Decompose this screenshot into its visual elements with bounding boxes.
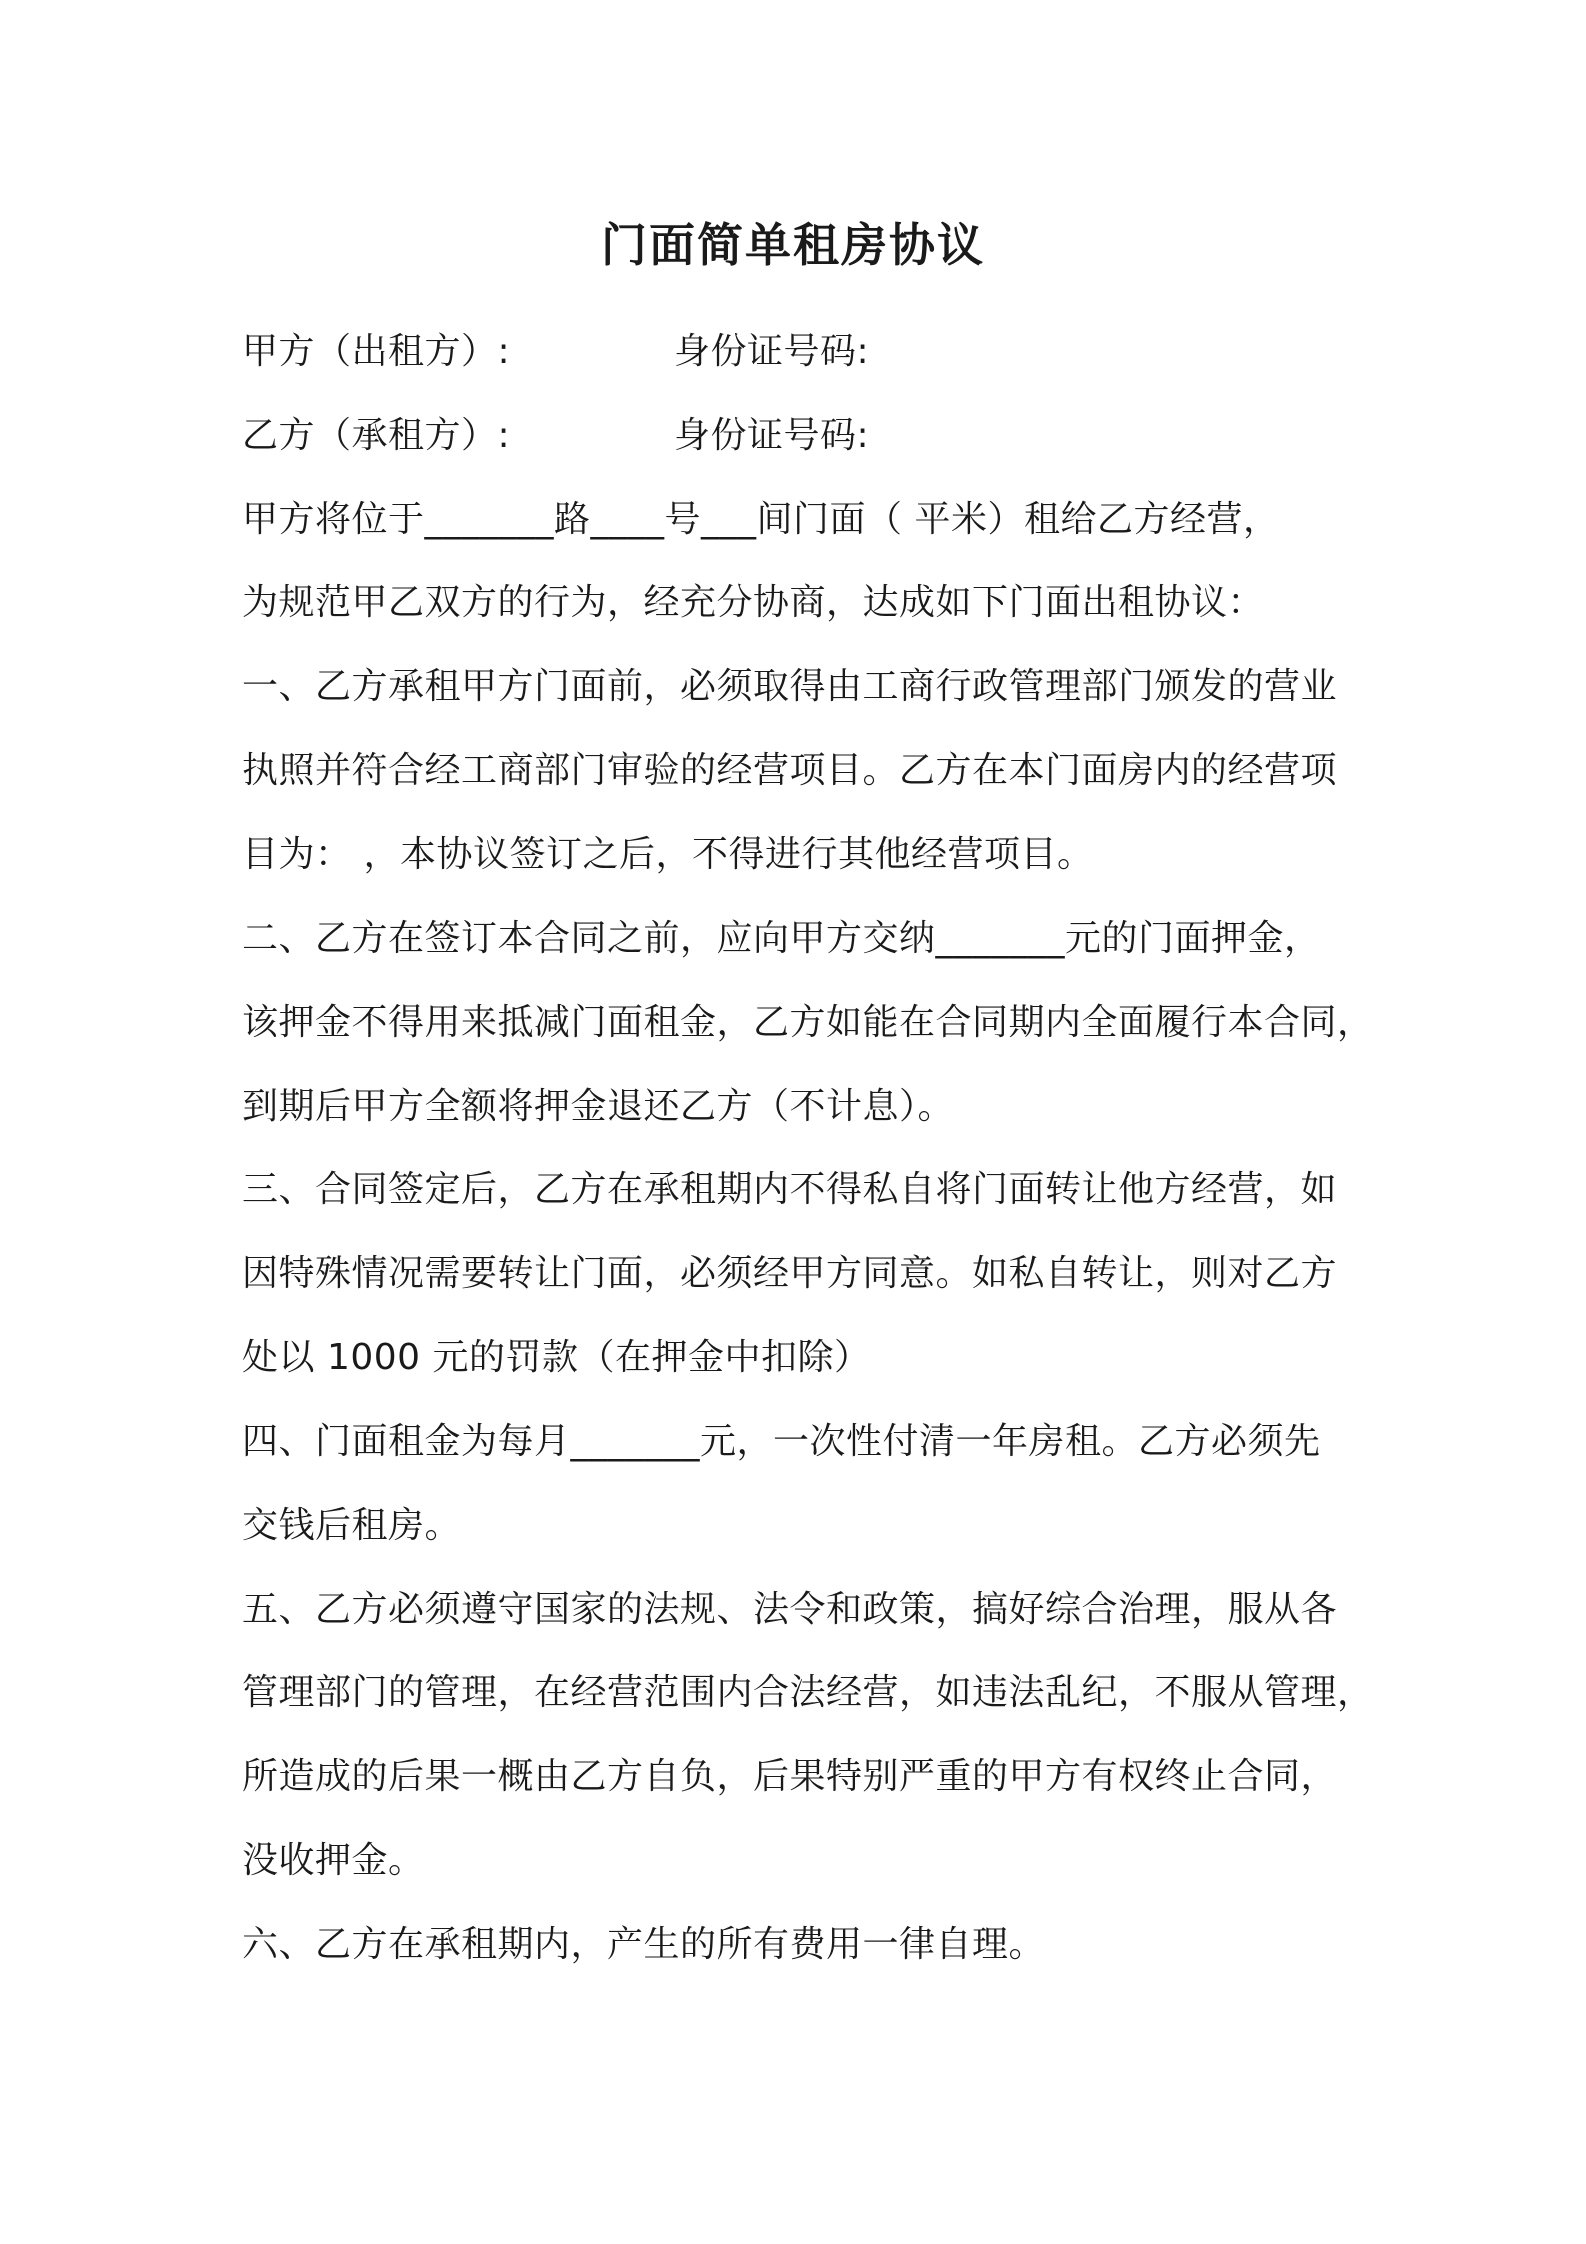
clause-5: 五、乙方必须遵守国家的法规、法令和政策，搞好综合治理，服从各 [242,1589,1338,1630]
text-line: 该押金不得用来抵减门面租金，乙方如能在合同期内全面履行本合同， [242,1002,1374,1043]
party-a-id-label: 身份证号码: [674,331,870,372]
text-line: 到期后甲方全额将押金退还乙方（不计息）。 [242,1086,955,1127]
clause-3: 三、合同签定后，乙方在承租期内不得私自将门面转让他方经营，如 [242,1169,1338,1210]
party-a-label: 甲方（出租方）: [242,331,511,372]
text-line: 执照并符合经工商部门审验的经营项目。乙方在本门面房内的经营项 [242,750,1338,791]
clause-6: 六、乙方在承租期内，产生的所有费用一律自理。 [242,1924,1046,1965]
text-line: 交钱后租房。 [242,1505,462,1546]
text-line: 管理部门的管理，在经营范围内合法经营，如违法乱纪，不服从管理， [242,1672,1374,1713]
text-line: 所造成的后果一概由乙方自负，后果特别严重的甲方有权终止合同， [242,1756,1338,1797]
text-line: 处以 1000 元的罚款（在押金中扣除） [242,1337,871,1378]
text-line: 没收押金。 [242,1840,425,1881]
party-b-row [242,410,869,462]
text-line: 甲方将位于_______路____号___间门面（ 平米）租给乙方经营， [242,499,1280,540]
document-title: 门面简单租房协议 [601,218,985,272]
text-line: 为规范甲乙双方的行为，经充分协商，达成如下门面出租协议： [242,582,1265,623]
party-a-row [242,326,869,378]
party-b-label: 乙方（承租方）: [242,415,511,456]
party-b-id-label: 身份证号码: [674,415,870,456]
text-line: 因特殊情况需要转让门面，必须经甲方同意。如私自转让，则对乙方 [242,1253,1338,1294]
clause-1: 一、乙方承租甲方门面前，必须取得由工商行政管理部门颁发的营业 [242,666,1338,707]
clause-4: 四、门面租金为每月_______元，一次性付清一年房租。乙方必须先 [242,1421,1321,1462]
clause-2: 二、乙方在签订本合同之前，应向甲方交纳_______元的门面押金， [242,918,1321,959]
text-line: 目为： ，本协议签订之后，不得进行其他经营项目。 [242,834,1094,875]
